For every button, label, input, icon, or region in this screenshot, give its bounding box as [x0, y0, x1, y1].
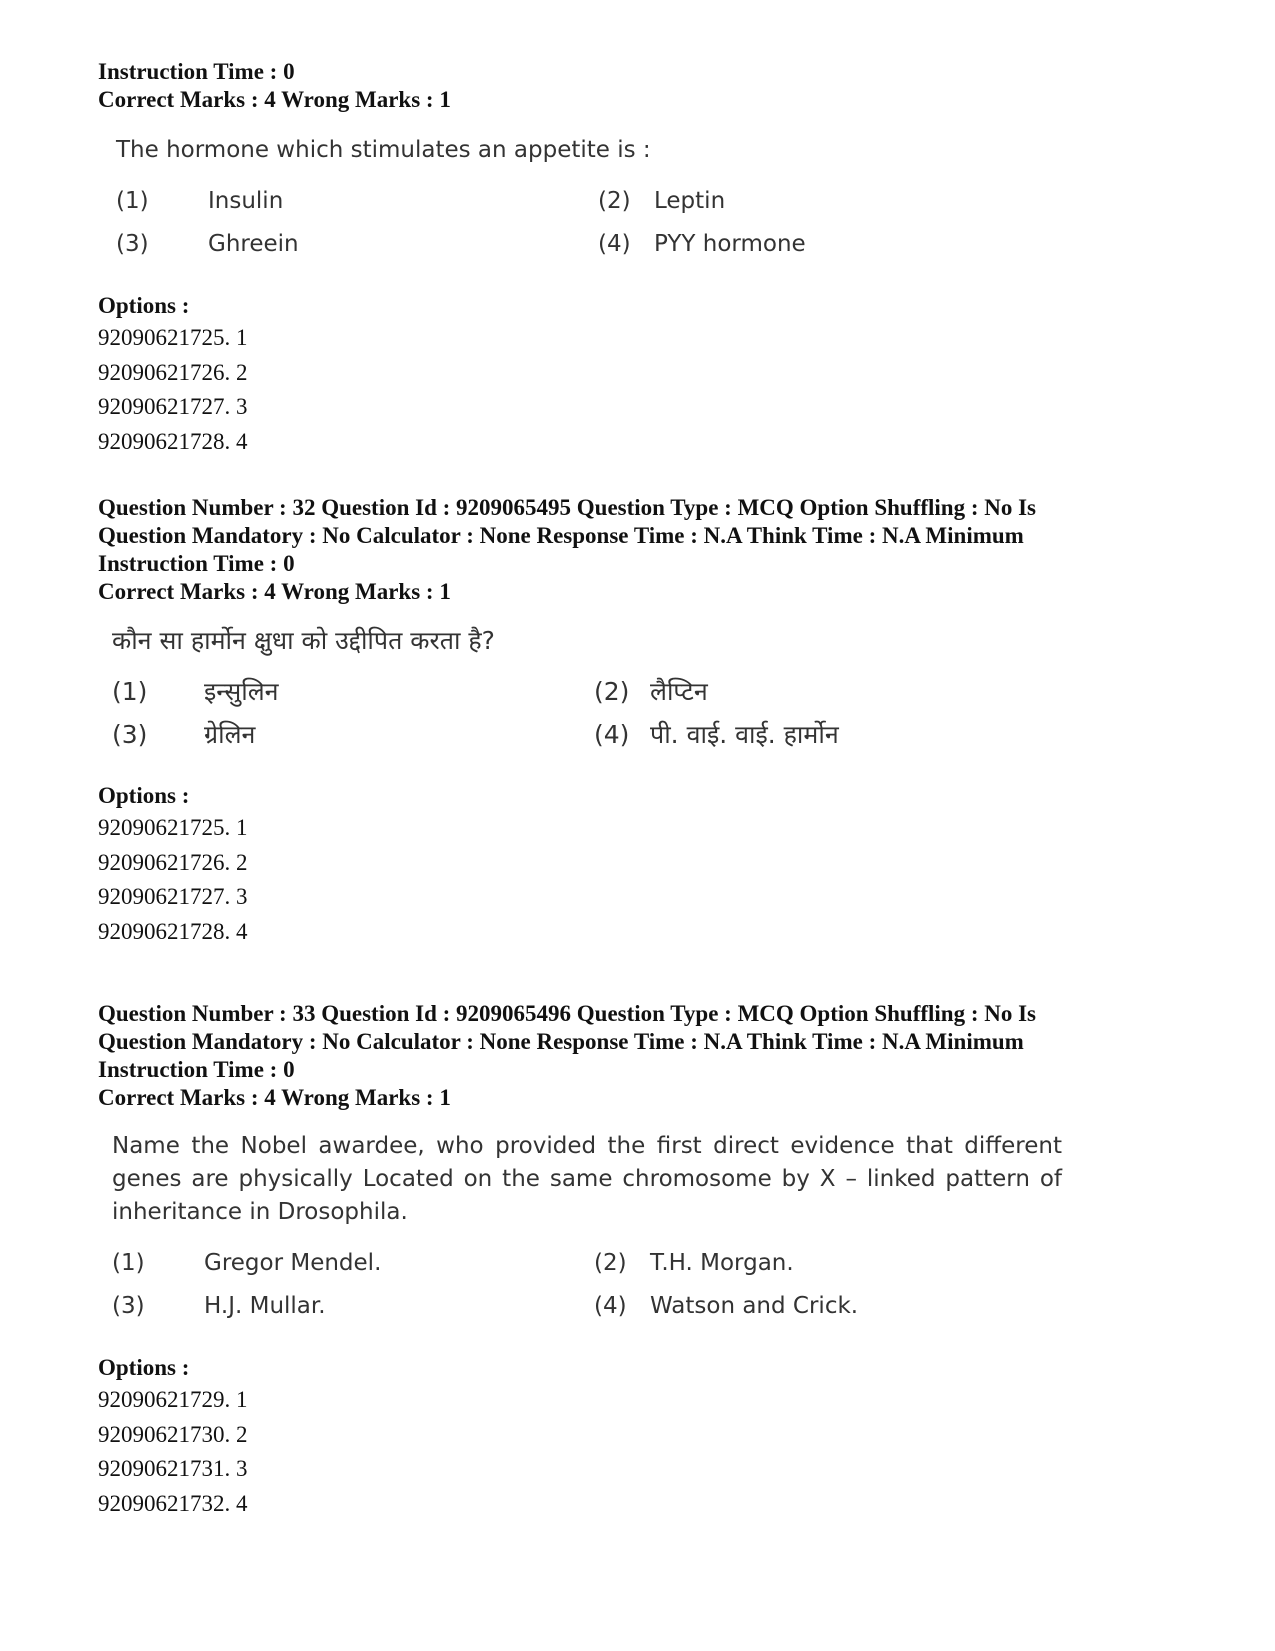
option-item: 92090621725. 1 [98, 325, 248, 350]
choice-text: Leptin [654, 188, 726, 214]
options-section [98, 1353, 1188, 1521]
question-33 [98, 1000, 1188, 1521]
question-text: कौन सा हार्मोन क्षुधा को उद्दीपित करता है? [112, 626, 495, 655]
options-label: Options : [98, 293, 190, 318]
options-label: Options : [98, 1355, 190, 1380]
option-item: 92090621729. 1 [98, 1387, 248, 1412]
header-line: Question Mandatory : No Calculator : None Response Time : N.A Think Time : N.A Minimum [98, 523, 1024, 548]
choice-text: H.J. Mullar. [204, 1293, 326, 1319]
question-image [98, 134, 836, 261]
choice-text: T.H. Morgan. [650, 1250, 794, 1276]
option-list [98, 811, 1188, 949]
choice-grid [112, 1247, 1062, 1323]
marks: Correct Marks : 4 Wrong Marks : 1 [98, 1085, 451, 1110]
option-item: 92090621732. 4 [98, 1490, 248, 1516]
choice-text: Gregor Mendel. [204, 1250, 382, 1276]
option-item: 92090621730. 2 [98, 1421, 248, 1447]
option-item: 92090621726. 2 [98, 849, 248, 875]
question-image [98, 1130, 1062, 1323]
choice-number: (3) [116, 231, 149, 257]
instruction-time: Instruction Time : 0 [98, 1057, 295, 1082]
choice-number: (4) [594, 1293, 627, 1319]
choice-text: इन्सुलिन [204, 677, 279, 706]
choice-text: ग्रेलिन [204, 720, 256, 749]
question-32 [98, 494, 1188, 949]
option-list [98, 1383, 1188, 1521]
option-item: 92090621728. 4 [98, 918, 248, 944]
marks: Correct Marks : 4 Wrong Marks : 1 [98, 87, 451, 112]
choice-number: (1) [112, 1250, 145, 1276]
choice-text: Insulin [208, 188, 284, 214]
option-item: 92090621728. 4 [98, 428, 248, 454]
choice-text: पी. वाई. वाई. हार्मोन [650, 720, 839, 749]
question-header [98, 1000, 1188, 1112]
option-item: 92090621731. 3 [98, 1456, 248, 1481]
question-text: The hormone which stimulates an appetite is : [116, 137, 651, 163]
option-item: 92090621727. 3 [98, 884, 248, 909]
option-item: 92090621727. 3 [98, 394, 248, 419]
option-item: 92090621725. 1 [98, 815, 248, 840]
options-section [98, 781, 1188, 949]
header-line: Question Number : 33 Question Id : 9209065496 Question Type : MCQ Option Shuffling : No Is [98, 1001, 1037, 1026]
options-label: Options : [98, 783, 190, 808]
choice-text: PYY hormone [654, 231, 806, 257]
choice-number: (1) [112, 677, 148, 706]
choice-grid [116, 185, 836, 261]
choice-grid [112, 675, 872, 751]
choice-number: (1) [116, 188, 149, 214]
choice-number: (3) [112, 720, 148, 749]
choice-text: Ghreein [208, 231, 299, 257]
question-header [98, 494, 1188, 606]
choice-number: (2) [594, 1250, 627, 1276]
question-text: Name the Nobel awardee, who provided the first direct evidence that different genes are physically Located on the same chromosome by X – linked pattern of inheritance in Drosophila. [112, 1133, 1062, 1225]
options-section [98, 291, 1188, 459]
instruction-time: Instruction Time : 0 [98, 551, 295, 576]
instruction-time: Instruction Time : 0 [98, 59, 295, 84]
choice-number: (4) [598, 231, 631, 257]
question-31 [98, 58, 1188, 459]
marks: Correct Marks : 4 Wrong Marks : 1 [98, 579, 451, 604]
choice-number: (2) [598, 188, 631, 214]
choice-number: (4) [594, 720, 630, 749]
choice-text: Watson and Crick. [650, 1293, 859, 1319]
option-list [98, 321, 1188, 459]
question-image [98, 624, 872, 751]
header-line: Question Mandatory : No Calculator : None Response Time : N.A Think Time : N.A Minimum [98, 1029, 1024, 1054]
choice-text: लैप्टिन [650, 677, 708, 706]
option-item: 92090621726. 2 [98, 359, 248, 385]
choice-number: (2) [594, 677, 630, 706]
header-line: Question Number : 32 Question Id : 9209065495 Question Type : MCQ Option Shuffling : No Is [98, 495, 1037, 520]
choice-number: (3) [112, 1293, 145, 1319]
